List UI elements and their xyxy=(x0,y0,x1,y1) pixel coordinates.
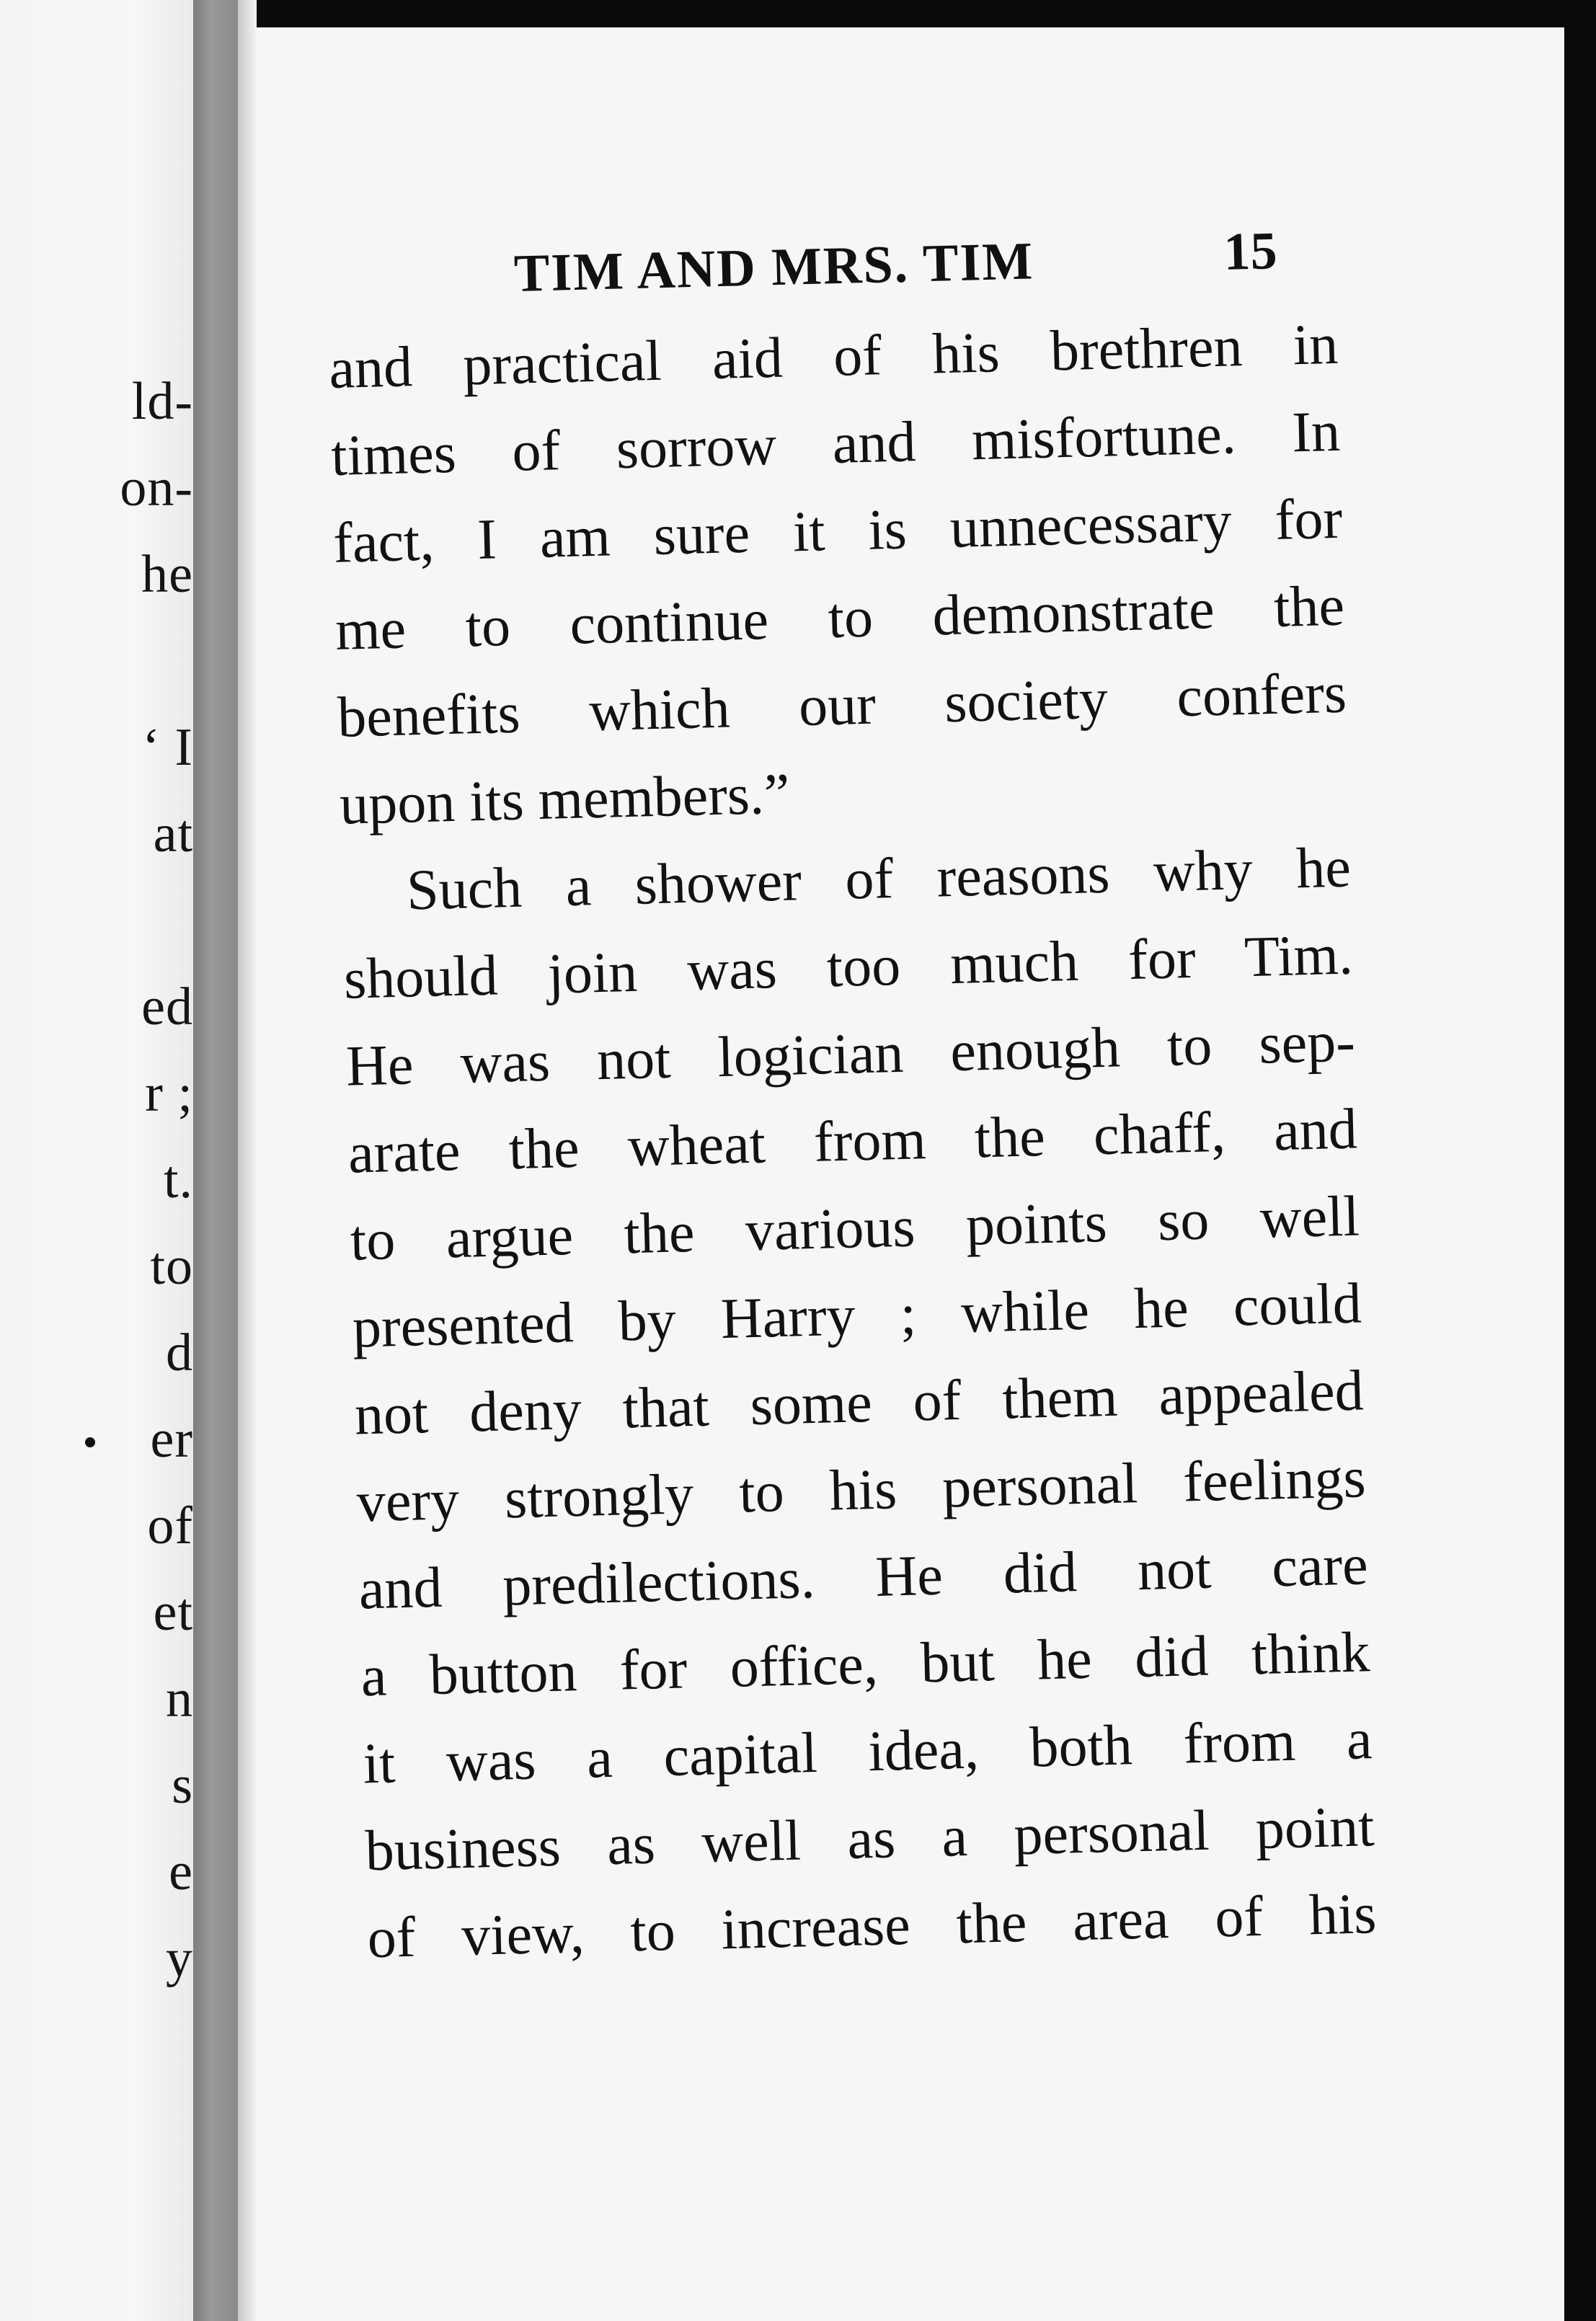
page-edge xyxy=(1564,0,1596,2321)
text-line: not deny that some of them appealed xyxy=(353,1359,1365,1447)
facing-page xyxy=(0,0,193,2321)
text-line: of view, to increase the area of his xyxy=(366,1882,1378,1971)
facing-page-fragment: ld- xyxy=(131,372,193,431)
text-line: to argue the various points so well xyxy=(349,1184,1360,1273)
text-line: and practical aid of his brethren in xyxy=(328,312,1339,401)
facing-page-fragment: d xyxy=(166,1323,193,1383)
facing-page-fragment: ‘ I xyxy=(142,718,193,777)
text-line: benefits which our society confers xyxy=(337,661,1347,750)
text-line: arate the wheat from the chaff, and xyxy=(347,1097,1358,1186)
facing-page-fragment: s xyxy=(172,1756,193,1815)
text-line: me to continue to demonstrate the xyxy=(334,574,1345,662)
text-line: a button for office, but he did think xyxy=(360,1620,1371,1709)
facing-page-fragment: he xyxy=(141,545,193,604)
facing-page-fragment: r ; xyxy=(145,1064,193,1123)
text-line: presented by Harry ; while he could xyxy=(351,1272,1362,1360)
ink-speck xyxy=(85,1437,95,1447)
text-line: and predilections. He did not care xyxy=(358,1533,1369,1622)
text-line: business as well as a personal point xyxy=(364,1795,1375,1883)
facing-page-fragment: of xyxy=(147,1496,193,1556)
text-line: fact, I am sure it is unnecessary for xyxy=(332,487,1344,575)
facing-page-fragment: et xyxy=(153,1583,193,1642)
facing-page-fragment: e xyxy=(169,1842,193,1901)
text-line: times of sorrow and misfortune. In xyxy=(330,399,1342,488)
facing-page-fragment: at xyxy=(153,804,193,864)
page-number: 15 xyxy=(1223,221,1278,282)
facing-page-fragment: er xyxy=(150,1410,193,1469)
facing-page-fragment: on- xyxy=(120,458,193,518)
text-line: very strongly to his personal feelings xyxy=(355,1446,1367,1535)
text-line: it was a capital idea, both from a xyxy=(362,1708,1373,1796)
body-text xyxy=(328,301,1378,1983)
facing-page-fragment: n xyxy=(166,1669,193,1728)
text-line: Such a shower of reasons why he xyxy=(406,835,1352,923)
book-gutter xyxy=(193,0,238,2321)
text-line: He was not logician enough to sep- xyxy=(345,1010,1356,1099)
facing-page-fragment: y xyxy=(166,1929,193,1988)
running-title: TIM AND MRS. TIM xyxy=(513,231,1035,303)
text-line: upon its members.” xyxy=(339,762,791,837)
facing-page-fragment: to xyxy=(150,1237,193,1296)
gutter-shadow xyxy=(238,0,257,2321)
text-line: should join was too much for Tim. xyxy=(343,923,1354,1011)
facing-page-fragment: t. xyxy=(163,1150,193,1210)
facing-page-fragment: ed xyxy=(141,977,193,1037)
